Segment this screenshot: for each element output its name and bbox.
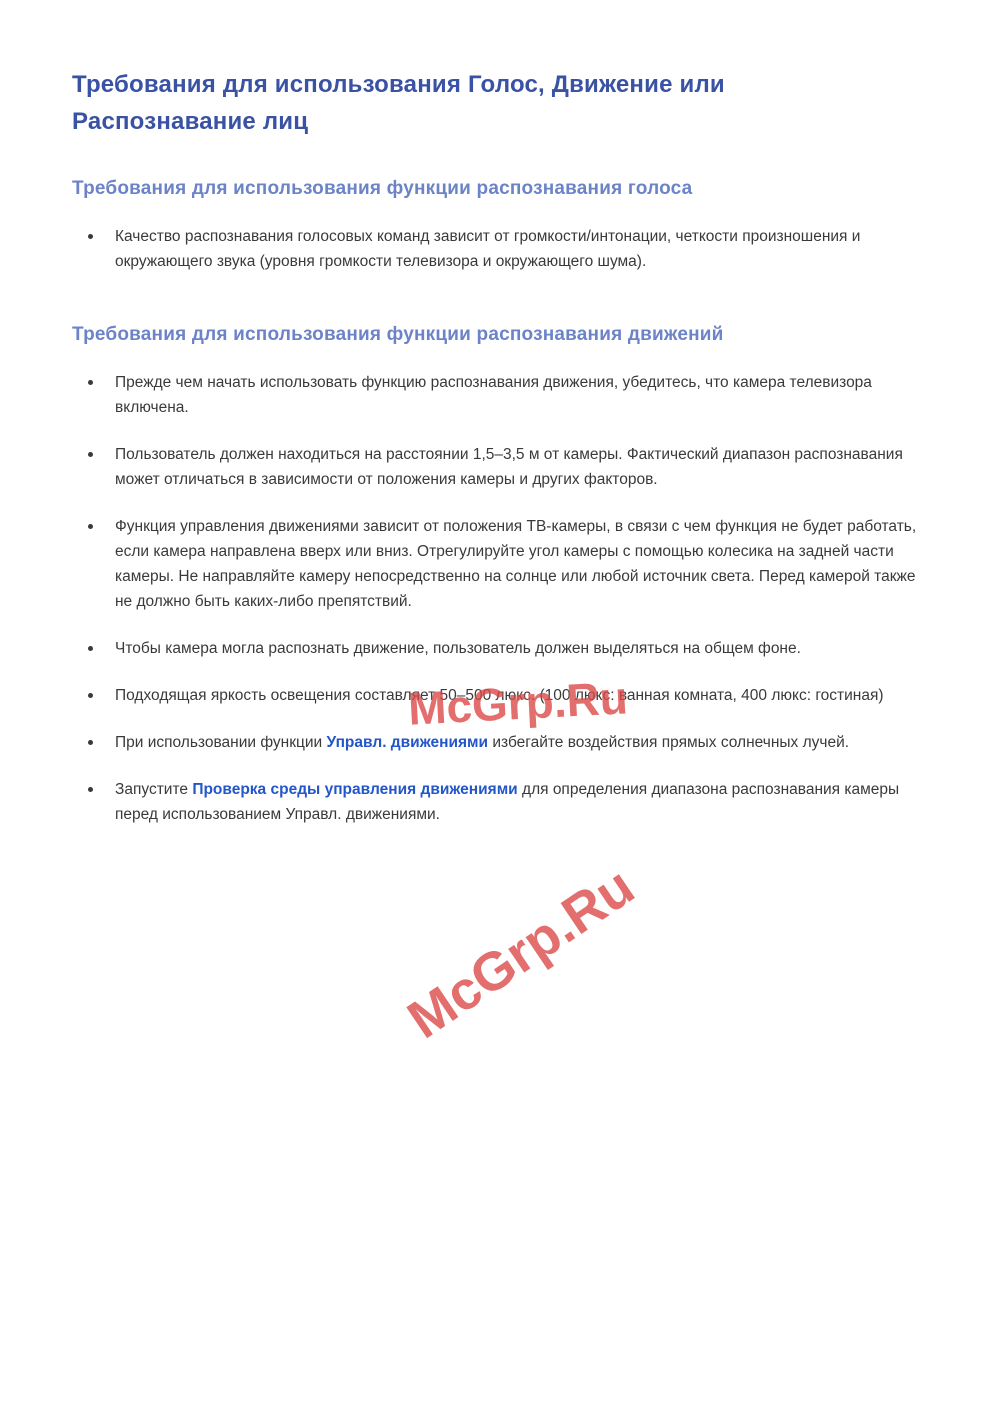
page-title: Требования для использования Голос, Движение или Распознавание лиц: [72, 71, 725, 135]
bullet-text: [115, 683, 884, 708]
text-segment: При использовании функции: [115, 734, 327, 751]
text-segment: избегайте воздействия прямых солнечных лучей.: [488, 734, 850, 751]
list-item: [72, 730, 930, 755]
bullet-text: [115, 514, 930, 614]
section-voice-recognition: [72, 176, 930, 274]
text-segment: Чтобы камера могла распознать движение, пользователь должен выделяться на общем фоне.: [115, 640, 801, 657]
bullet-text: [115, 442, 930, 492]
list-item: [72, 370, 930, 420]
section-motion-recognition: [72, 322, 930, 827]
text-segment: Подходящая яркость освещения составляет 50–500 люкс. (100 люкс: ванная комната, 400 люкс: гостиная): [115, 687, 884, 704]
text-segment: Функция управления движениями зависит от положения ТВ-камеры, в связи с чем функция не будет работать, если камера направлена вверх или вниз. Отрегулируйте угол камеры с помощью колесика на задней части камеры. Не направляйте камеру непосредственно на солнце или любой источник света. Перед камерой также не должно быть каких-либо препятствий.: [115, 518, 917, 610]
bullet-list-motion: [72, 370, 930, 827]
link-motion-control[interactable]: Управл. движениями: [326, 734, 489, 751]
bullet-text: [115, 224, 930, 274]
list-item: [72, 683, 930, 708]
bullet-text: [115, 636, 801, 661]
bullet-text: [115, 777, 930, 827]
bullet-icon: [88, 787, 93, 792]
bullet-icon: [88, 234, 93, 239]
section-heading-voice: Требования для использования функции распознавания голоса: [72, 178, 693, 199]
bullet-icon: [88, 740, 93, 745]
bullet-icon: [88, 524, 93, 529]
watermark: McGrp.Ru: [397, 855, 645, 1051]
text-segment: Качество распознавания голосовых команд зависит от громкости/интонации, четкости произношения и окружающего звука (уровня громкости телевизора и окружающего шума).: [115, 228, 861, 270]
list-item: [72, 442, 930, 492]
text-segment: для определения диапазона распознавания камеры перед использованием Управл. движениями.: [115, 781, 900, 823]
watermark: McGrp.Ru: [406, 671, 629, 735]
list-item: [72, 777, 930, 827]
bullet-list-voice: [72, 224, 930, 274]
bullet-text: [115, 370, 930, 420]
bullet-icon: [88, 693, 93, 698]
bullet-icon: [88, 452, 93, 457]
list-item: [72, 224, 930, 274]
bullet-icon: [88, 380, 93, 385]
list-item: [72, 514, 930, 614]
list-item: [72, 636, 930, 661]
text-segment: Пользователь должен находиться на расстоянии 1,5–3,5 м от камеры. Фактический диапазон распознавания может отличаться в зависимости от положения камеры и других факторов.: [115, 446, 903, 488]
text-segment: Прежде чем начать использовать функцию распознавания движения, убедитесь, что камера телевизора включена.: [115, 374, 872, 416]
bullet-icon: [88, 646, 93, 651]
section-heading-motion: Требования для использования функции распознавания движений: [72, 324, 724, 345]
bullet-text: [115, 730, 849, 755]
link-motion-control-environment-test[interactable]: Проверка среды управления движениями: [192, 781, 518, 798]
text-segment: Запустите: [115, 781, 193, 798]
